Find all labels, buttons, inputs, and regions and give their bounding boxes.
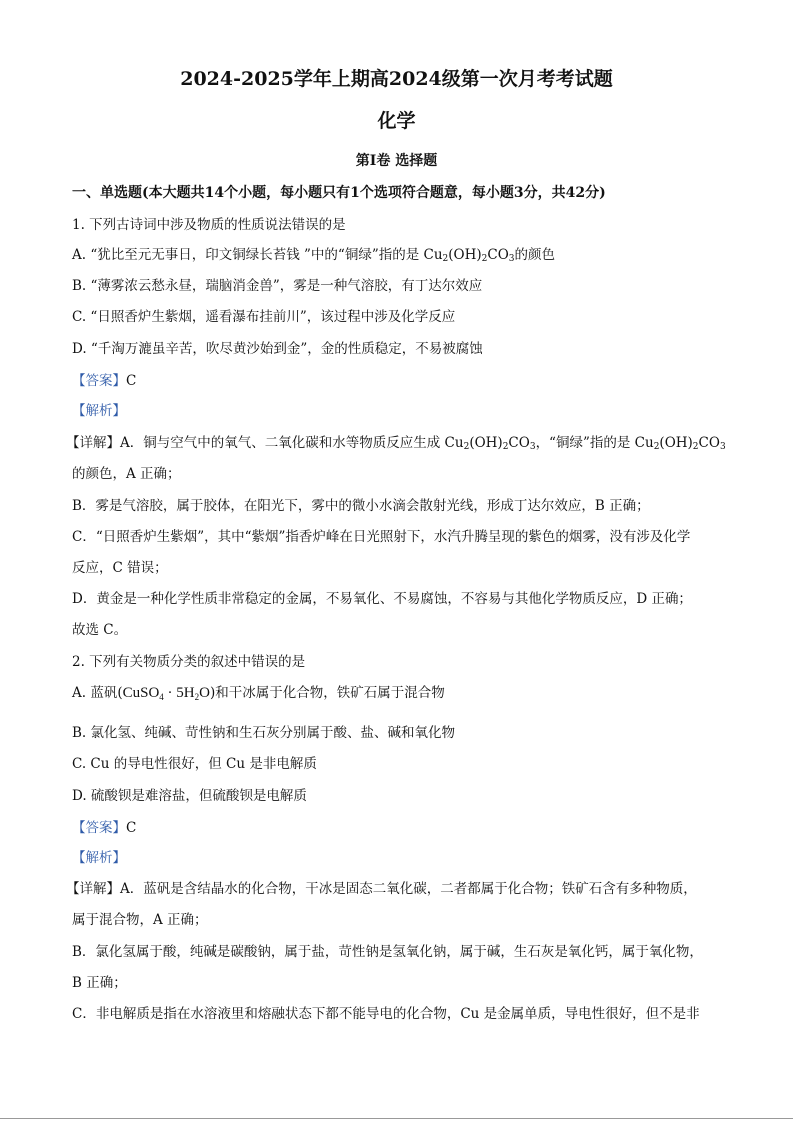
q2-option-a: A. 蓝矾(CuSO$_4$ · $5H_2O$)和干冰属于化合物，铁矿石属于混合物 [72,685,445,702]
q1-analysis-tag: 【解析】 [72,403,126,419]
q1-option-d: D. “千淘万漉虽辛苦，吹尽黄沙始到金”，金的性质稳定，不易被腐蚀 [72,341,483,357]
q2-detail-2: B．氯化氢属于酸，纯碱是碳酸钠，属于盐，苛性钠是氢氧化钠，属于碱，生石灰是氧化钙，属于氧化物， [72,944,703,960]
q2-option-b: B. 氯化氢、纯碱、苛性钠和生石灰分别属于酸、盐、碱和氧化物 [72,725,456,741]
q1-conclusion: 故选 C。 [72,622,128,638]
q1-detail-3: C．“日照香炉生紫烟”，其中“紫烟”指香炉峰在日光照射下，水汽升腾呈现的紫色的烟雾，没有涉及化学 [72,529,691,545]
q2-answer: 【答案】C [72,820,137,836]
q1-stem: 1. 下列古诗词中涉及物质的性质说法错误的是 [72,217,346,233]
answer-tag: 【答案】 [72,373,126,389]
q2-analysis-tag: 【解析】 [72,850,126,866]
q1-answer: 【答案】C [72,373,137,389]
formula-cuso4: CuSO$_4$ · $5H_2O$ [122,685,210,702]
subject-heading: 化学 [377,110,416,132]
answer-tag: 【答案】 [72,820,126,836]
page-title: 2024-2025学年上期高2024级第一次月考考试题 [180,68,613,90]
section-heading: 第Ⅰ卷 选择题 [355,153,438,169]
q2-detail-1: 【详解】A．蓝矾是含结晶水的化合物，干冰是固态二氧化碳，二者都属于化合物；铁矿石含有多种物质， [66,881,697,897]
q2-detail-3: C．非电解质是指在水溶液里和熔融状态下都不能导电的化合物，Cu 是金属单质，导电性很好，但不是非 [72,1006,700,1022]
q2-detail-2b: B 正确； [72,975,127,991]
q1-option-b: B. “薄雾浓云愁永昼，瑞脑消金兽”，雾是一种气溶胶，有丁达尔效应 [72,278,483,294]
q2-detail-1b: 属于混合物，A 正确； [72,912,208,928]
q2-option-c: C. Cu 的导电性很好，但 Cu 是非电解质 [72,756,317,772]
q2-stem: 2. 下列有关物质分类的叙述中错误的是 [72,654,306,670]
q1-detail-4: D．黄金是一种化学性质非常稳定的金属，不易氧化、不易腐蚀，不容易与其他化学物质反应，D 正确； [72,591,692,607]
q1-option-c: C. “日照香炉生紫烟，遥看瀑布挂前川”，该过程中涉及化学反应 [72,309,456,325]
q1-detail-1b: 的颜色，A 正确； [72,466,181,482]
q1-detail-2: B．雾是气溶胶，属于胶体，在阳光下，雾中的微小水滴会散射光线，形成丁达尔效应，B 正确； [72,498,650,514]
q1-detail-1: 【详解】A．铜与空气中的氧气、二氧化碳和水等物质反应生成 $Cu_2(OH)_2CO_3$，“铜绿”指的是 $Cu_2(OH)_2CO_3$ [66,435,726,452]
q2-option-d: D. 硫酸钡是难溶盐，但硫酸钡是电解质 [72,788,307,804]
part-heading: 一、单选题(本大题共14个小题，每小题只有1个选项符合题意，每小题3分，共42分) [72,185,606,201]
q1-detail-3b: 反应，C 错误； [72,560,168,576]
q1-option-a: A. “犹比至元无事日，印文铜绿长苔钱 ”中的“铜绿”指的是 $Cu_2(OH)_2CO_3$的颜色 [72,247,556,264]
page-bottom-divider [0,1118,793,1119]
